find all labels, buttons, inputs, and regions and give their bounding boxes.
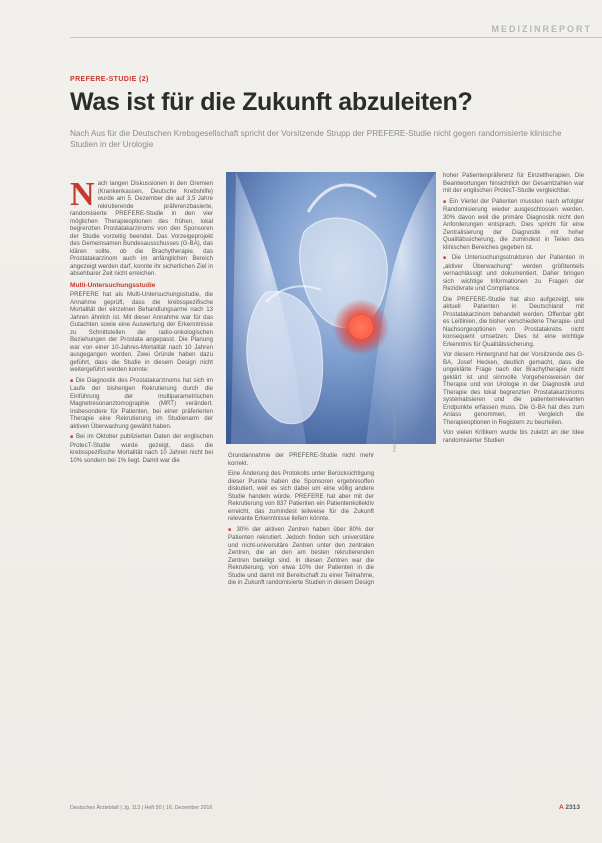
header-rule <box>70 37 602 38</box>
bullet-paragraph: ■ Die Untersuchungsstrukturen der Patienten in „aktiver Überwachung“ werden größtenteils vernachlässigt und dokumentiert. Daher bringen sich wichtige Informationen zu Fragen der Rezidivrate und Compliance. <box>443 254 584 293</box>
page-number: A 2313 <box>558 804 580 811</box>
body-paragraph: Grundannahme der PREFERE-Studie nicht mehr korrekt. <box>228 452 374 467</box>
body-paragraph: Die PREFERE-Studie hat also aufgezeigt, wie aktuell Patienten in Deutschland mit Prostatakarzinom behandelt werden. Offenbar gibt es Leitlinien, die bisher verschiedene Therapie- und Nachsorgeoptionen von Prostatakrebs nicht konsequent umsetzen. Dies ist eine wichtige Erkenntnis für Qualitätssicherung. <box>443 295 584 348</box>
anatomy-figure <box>226 172 436 444</box>
bullet-paragraph: ■ 30% der aktiven Zentren haben über 80% der Patienten rekrutiert. Jedoch finden sich universitäre und nicht-universitäre Zentren unter den zentralen Zentren, die an den am besten rekrutierenden Zentren beteiligt sind. In diesen Zentren war die Rekrutierung, von etwa 10% der Patienten in die Studie und damit mit Bereitschaft zu einer Teilnahme, die in Zukunft randomisierte Studien in diesem Design <box>228 526 374 587</box>
body-paragraph: Eine Änderung des Protokolls unter Berücksichtigung dieser Punkte haben die Sponsoren ergebnisoffen diskutiert, weil es sich dabei um eine völlig andere Studie handeln würde. PREFERE hat aber mit der Rekrutierung von 837 Patienten ein Patientenkollektiv erreicht, das zumindest teilweise für die Zukunft relevante Erkenntnisse liefern könnte. <box>228 470 374 522</box>
body-paragraph: Von vielen Kritikern wurde bis zuletzt an der Idee randomisierter Studien <box>443 429 584 444</box>
body-paragraph: hoher Patientenpräferenz für Einzeltherapien. Die Beantwortungen hinsichtlich der Gesamtzahlen war mit der englischen ProtecT-Studie vergleichbar. <box>443 172 584 194</box>
text-column-2 <box>228 452 374 795</box>
article-kicker: PREFERE-STUDIE (2) <box>70 76 149 83</box>
drop-cap: N <box>70 180 95 213</box>
article-headline: Was ist für die Zukunft abzuleiten? <box>70 88 473 116</box>
body-paragraph: Vor diesem Hintergrund hat der Vorsitzende des G-BA, Josef Hecken, deutlich gemacht, dass die ungeklärte Frage nach der Brachytherapie nicht geklärt ist und sinnvolle Vorgehensweisen der Therapie und von Urologie in der Diagnostik und Therapie des lokal begrenzten Prostatakarzinoms systematisieren und die patientenrelevanten Endpunkte erfassen muss. Die G-BA hat dies zum Anlass genommen, im Vergleich die Therapieoptionen in Registern zu beurteilen. <box>443 351 584 426</box>
photo-credit: Foto: Picture Alliance <box>392 409 397 452</box>
bullet-paragraph: ■ Bei im Oktober publizierten Daten der englischen ProtecT-Studie wurde gezeigt, dass die krebsspezifische Mortalität nach 10 Jahren nicht bei 10% sondern bei 1% liegt. Damit war die <box>70 433 213 464</box>
subheading: Multi-Untersuchungsstudie <box>70 281 156 289</box>
intro-paragraph: ach langen Diskussionen in den Gremien (Krankenkassen, Deutsche Krebshilfe) wurde am 5. Dezember die auf 3,5 Jahre rekrutierende präferenzbasierte, randomisierte PREFERE-Studie in den vier möglichen Therapieoptionen des frühen, lokal begrenzten Prostatakarzinoms von den Sponsoren der Studie vorzeitig beendet. Das Vorzeigeprojekt des Gemeinsamen Bundesausschusses (G-BA), das klären sollte, ob die Brachytherapie, das Prostatakarzinom auch im anfänglichen Bereich angezeigt werden darf, konnte ihr sicherlichen Ziel in absehbarer Zeit nicht erreichen. <box>70 180 213 277</box>
text-column-3 <box>443 172 584 827</box>
article-subline: Nach Aus für die Deutschen Krebsgesellschaft spricht der Vorsitzende Strupp der PREFERE-Studie nicht gegen randomisierte klinische Studien in der Urologie <box>70 129 562 149</box>
page-footer: Deutsches Ärzteblatt | Jg. 113 | Heft 50 | 16. Dezember 2016 <box>70 805 213 811</box>
bullet-paragraph: ■ Die Diagnostik des Prostatakarzinoms hat sich im Laufe der bisherigen Rekrutierung durch die Einführung der multiparametrischen Magnetresonanztomographie (MRT) verändert. Insbesondere für Patienten, bei einer präferierten Therapie eine Rekrutierung im Studienarm der aktiven Überwachung gewählt haben. <box>70 377 213 431</box>
body-paragraph: PREFERE hat als Multi-Untersuchungsstudie, die Annahme geprüft, dass die krebsspezifische Mortalität der einzelnen Behandlungsarme nach 13 Jahren ähnlich ist. Mit dieser Annahme war für das Gutachten sowie eine Auswertung der Erkenntnisse zu Schnittstellen der radio-onkologischen Beziehungen der Prostata angepasst. Die Planung war von einer 10-Jahres-Mortalität nach 10 Jahren ausgegangen worden. Zwei Gründe haben dazu geführt, dass die Studie in diesem Design nicht weitergeführt werden konnte: <box>70 291 213 373</box>
text-column-1 <box>70 180 213 795</box>
prostate-illustration <box>226 172 436 444</box>
bullet-paragraph: ■ Ein Viertel der Patienten mussten nach erfolgter Randomisierung wieder ausgeschlossen werden. 30% davon weil die primäre Diagnostik nicht den Anforderungen entsprach. Dies spricht für eine Zentralisierung der Diagnostik mit hoher Qualitätssicherung, die zumindest in Teilen des klinischen Bereiches gegeben ist. <box>443 198 584 252</box>
section-label: MEDIZINREPORT <box>491 24 592 34</box>
